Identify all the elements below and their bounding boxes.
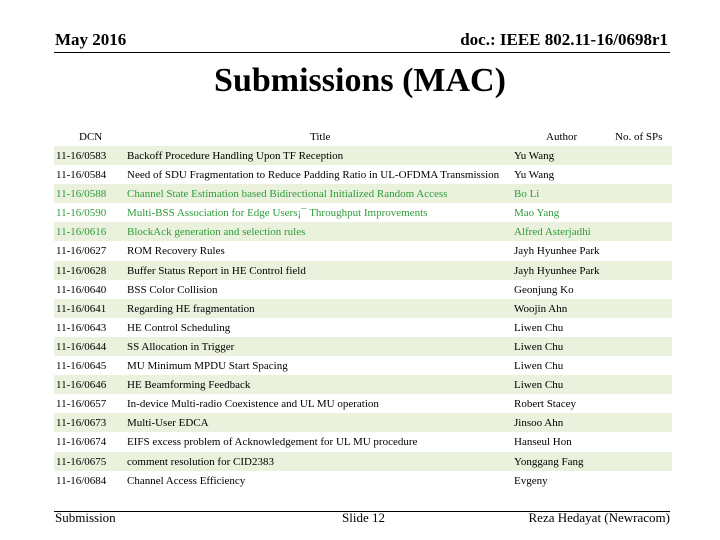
cell-dcn: 11-16/0673 xyxy=(56,417,107,430)
table-row xyxy=(54,318,672,337)
table-row xyxy=(54,203,672,222)
table-header-row xyxy=(54,127,672,146)
table-body xyxy=(54,146,672,490)
table-row xyxy=(54,432,672,451)
table-row xyxy=(54,241,672,260)
cell-dcn: 11-16/0643 xyxy=(56,321,107,334)
column-header-author: Author xyxy=(546,131,578,143)
cell-title: Multi-BSS Association for Edge Users¡¯ Throughput Improvements xyxy=(127,207,428,220)
cell-author: Yu Wang xyxy=(514,150,555,162)
table-row xyxy=(54,337,672,356)
cell-title: EIFS excess problem of Acknowledgement for UL MU procedure xyxy=(127,436,418,449)
table-row xyxy=(54,452,672,471)
cell-dcn: 11-16/0583 xyxy=(56,150,107,162)
header-divider xyxy=(54,52,670,53)
cell-author: Robert Stacey xyxy=(514,398,577,411)
header-doc-id: doc.: IEEE 802.11-16/0698r1 xyxy=(460,30,668,49)
cell-author: Evgeny xyxy=(514,474,548,487)
cell-dcn: 11-16/0628 xyxy=(56,264,107,277)
cell-title: Regarding HE fragmentation xyxy=(127,302,255,315)
cell-author: Jinsoo Ahn xyxy=(514,417,564,430)
cell-dcn: 11-16/0675 xyxy=(56,455,107,468)
table-row xyxy=(54,356,672,375)
footer-slide-number: Slide 12 xyxy=(342,510,385,525)
cell-title: Multi-User EDCA xyxy=(127,417,209,430)
table-row xyxy=(54,165,672,184)
cell-author: Liwen Chu xyxy=(514,340,564,353)
cell-dcn: 11-16/0674 xyxy=(56,436,107,449)
cell-author: Bo Li xyxy=(514,188,540,201)
cell-author: Yonggang Fang xyxy=(514,455,584,468)
cell-dcn: 11-16/0645 xyxy=(56,360,107,373)
column-header-title: Title xyxy=(310,131,331,143)
cell-dcn: 11-16/0644 xyxy=(56,340,107,353)
cell-author: Jayh Hyunhee Park xyxy=(514,245,600,258)
cell-title: Need of SDU Fragmentation to Reduce Padding Ratio in UL-OFDMA Transmission xyxy=(127,169,500,182)
cell-author: Liwen Chu xyxy=(514,379,564,392)
cell-author: Jayh Hyunhee Park xyxy=(514,264,600,277)
cell-author: Liwen Chu xyxy=(514,321,564,334)
footer-submission: Submission xyxy=(55,510,116,525)
column-header-dcn: DCN xyxy=(79,131,103,143)
cell-dcn: 11-16/0584 xyxy=(56,169,107,182)
cell-title: MU Minimum MPDU Start Spacing xyxy=(127,360,288,373)
cell-dcn: 11-16/0588 xyxy=(56,188,107,201)
cell-title: BSS Color Collision xyxy=(127,283,218,296)
cell-dcn: 11-16/0627 xyxy=(56,245,107,258)
cell-dcn: 11-16/0590 xyxy=(56,207,107,220)
table-row xyxy=(54,280,672,299)
cell-author: Woojin Ahn xyxy=(514,302,568,315)
cell-title: comment resolution for CID2383 xyxy=(127,455,274,468)
cell-dcn: 11-16/0641 xyxy=(56,302,107,315)
cell-dcn: 11-16/0640 xyxy=(56,283,107,296)
cell-title: BlockAck generation and selection rules xyxy=(127,226,306,239)
cell-dcn: 11-16/0616 xyxy=(56,226,107,239)
cell-title: HE Beamforming Feedback xyxy=(127,379,251,392)
submissions-table xyxy=(54,127,672,490)
table-row xyxy=(54,261,672,280)
cell-dcn: 11-16/0646 xyxy=(56,379,107,392)
table-row xyxy=(54,394,672,413)
cell-title: HE Control Scheduling xyxy=(127,321,231,334)
column-header-sps: No. of SPs xyxy=(615,131,663,143)
cell-dcn: 11-16/0657 xyxy=(56,398,107,411)
cell-title: Backoff Procedure Handling Upon TF Reception xyxy=(127,150,344,162)
cell-title: Channel Access Efficiency xyxy=(127,474,246,487)
table-row xyxy=(54,146,672,165)
cell-author: Liwen Chu xyxy=(514,360,564,373)
table-row xyxy=(54,471,672,490)
cell-dcn: 11-16/0684 xyxy=(56,474,107,487)
cell-title: ROM Recovery Rules xyxy=(127,245,225,258)
cell-title: SS Allocation in Trigger xyxy=(127,340,235,353)
cell-author: Mao Yang xyxy=(514,207,560,220)
header-date: May 2016 xyxy=(55,30,127,49)
table-row xyxy=(54,222,672,241)
cell-author: Geonjung Ko xyxy=(514,283,574,296)
footer-author: Reza Hedayat (Newracom) xyxy=(528,510,670,525)
cell-author: Yu Wang xyxy=(514,169,555,182)
table-row xyxy=(54,299,672,318)
table-row xyxy=(54,375,672,394)
table-row xyxy=(54,413,672,432)
slide-title: Submissions (MAC) xyxy=(214,62,506,99)
cell-title: Channel State Estimation based Bidirectional Initialized Random Access xyxy=(127,188,448,201)
table-row xyxy=(54,184,672,203)
cell-author: Alfred Asterjadhi xyxy=(514,226,591,239)
cell-author: Hanseul Hon xyxy=(514,436,572,449)
cell-title: Buffer Status Report in HE Control field xyxy=(127,264,306,277)
cell-title: In-device Multi-radio Coexistence and UL MU operation xyxy=(127,398,379,411)
